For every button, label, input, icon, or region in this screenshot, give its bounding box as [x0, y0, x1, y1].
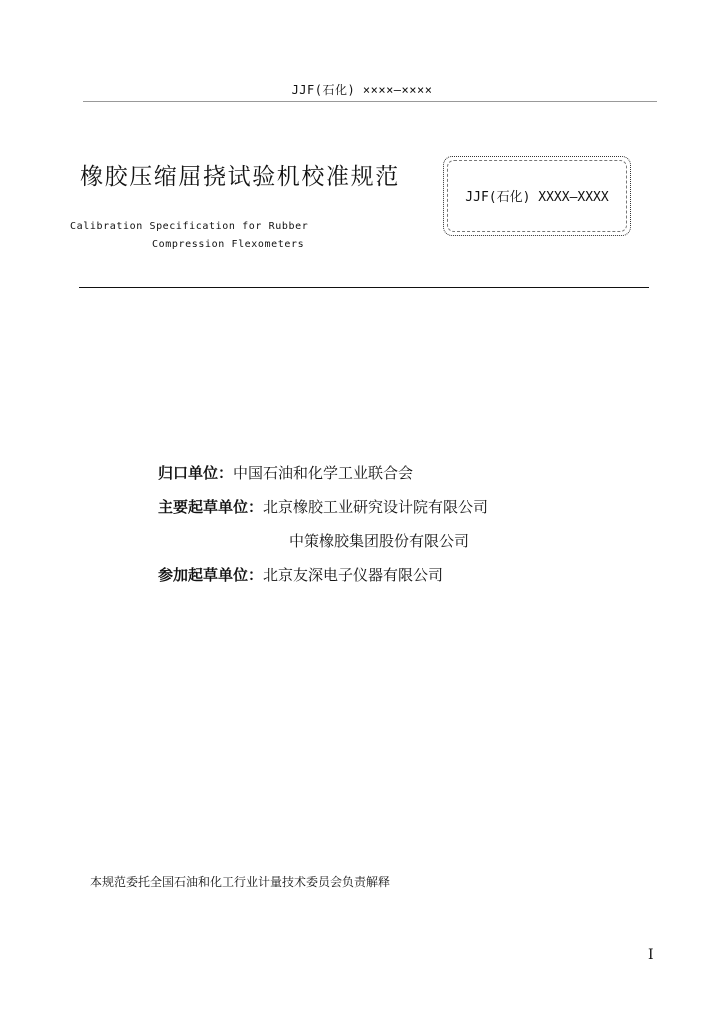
drafting-unit-row-2	[289, 530, 469, 551]
participating-unit-row	[158, 564, 443, 585]
drafting-unit-label: 主要起草单位：	[158, 498, 264, 516]
header-divider	[83, 101, 657, 102]
english-title-line-2: Compression Flexometers	[152, 239, 305, 250]
participating-unit-value: 北京友深电子仪器有限公司	[263, 566, 444, 584]
standard-code-stamp	[443, 156, 631, 236]
interpretation-note: 本规范委托全国石油和化工行业计量技术委员会负责解释	[90, 875, 391, 889]
page-number: I	[648, 947, 654, 963]
drafting-unit-value-2: 中策橡胶集团股份有限公司	[289, 532, 470, 550]
drafting-unit-value-1: 北京橡胶工业研究设计院有限公司	[263, 498, 489, 516]
document-title: 橡胶压缩屈挠试验机校准规范	[80, 164, 400, 190]
title-divider	[79, 287, 649, 288]
participating-unit-label: 参加起草单位：	[158, 566, 264, 584]
english-title-line-1: Calibration Specification for Rubber	[70, 221, 309, 232]
responsible-unit-value: 中国石油和化学工业联合会	[233, 464, 414, 482]
responsible-unit-row	[158, 462, 413, 483]
responsible-unit-label: 归口单位：	[158, 464, 234, 482]
header-standard-code: JJF(石化) ××××—××××	[291, 83, 433, 97]
stamp-code-text: JJF(石化) XXXX—XXXX	[465, 189, 609, 205]
drafting-unit-row	[158, 496, 488, 517]
